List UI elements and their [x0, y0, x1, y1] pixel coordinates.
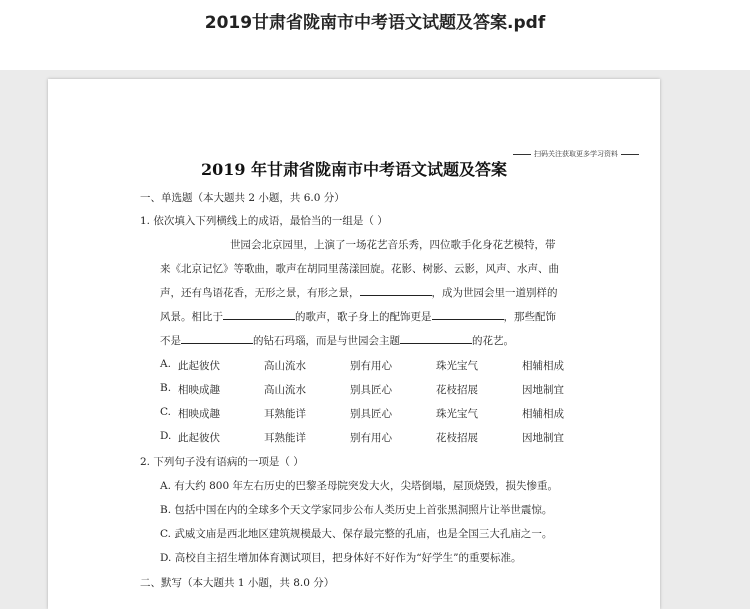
option-item: 因地制宜	[522, 384, 564, 396]
option-letter: B.	[160, 382, 172, 394]
option-letter: A.	[160, 358, 171, 370]
option-item: 相映成趣	[178, 384, 220, 396]
option-item: 此起彼伏	[178, 432, 220, 444]
file-title: 2019甘肃省陇南市中考语文试题及答案.pdf	[204, 13, 546, 33]
option-item: 因地制宜	[522, 432, 564, 444]
question-1-passage-line-5	[160, 333, 514, 348]
question-2-option-c: C. 武威文庙是西北地区建筑规模最大、保存最完整的孔庙，也是全国三大孔庙之一。	[160, 528, 553, 540]
option-item: 别具匠心	[350, 384, 392, 396]
option-item: 珠光宝气	[436, 408, 478, 420]
question-2-option-d: D. 高校自主招生增加体育测试项目，把身体好不好作为“好学生”的重要标准。	[160, 552, 522, 564]
banner-rule-right	[621, 154, 639, 155]
passage-text: ，那些配饰	[503, 311, 556, 323]
banner-rule-left	[513, 154, 531, 155]
banner-text: 扫码关注获取更多学习资料	[534, 150, 618, 158]
blank-4	[181, 333, 253, 344]
option-item: 别有用心	[350, 360, 392, 372]
option-item: 花枝招展	[436, 432, 478, 444]
blank-2	[223, 309, 295, 320]
blank-1	[360, 285, 432, 296]
option-letter: C.	[160, 406, 171, 418]
passage-text: 的歌声，歌子身上的配饰更是	[295, 311, 432, 323]
pdf-page	[48, 79, 660, 609]
question-1-passage-line-1: 世园会北京园里，上演了一场花艺音乐秀，四位歌手化身花艺模特，带	[230, 239, 556, 251]
question-2-stem: 2. 下列句子没有语病的一项是（ ）	[140, 456, 304, 468]
option-item: 珠光宝气	[436, 360, 478, 372]
option-item: 此起彼伏	[178, 360, 220, 372]
blank-3	[432, 309, 504, 320]
option-item: 相映成趣	[178, 408, 220, 420]
option-item: 别具匠心	[350, 408, 392, 420]
question-1-passage-line-4	[160, 309, 556, 324]
passage-text: 不是	[160, 335, 181, 347]
blank-5	[400, 333, 472, 344]
option-item: 别有用心	[350, 432, 392, 444]
option-item: 相辅相成	[522, 408, 564, 420]
option-item: 耳熟能详	[264, 408, 306, 420]
passage-text: 的花艺。	[472, 335, 514, 347]
option-letter: D.	[160, 430, 172, 442]
section-1-heading: 一、单选题（本大题共 2 小题，共 6.0 分）	[140, 192, 345, 204]
section-2-heading: 二、默写（本大题共 1 小题，共 8.0 分）	[140, 577, 335, 589]
option-item: 耳熟能详	[264, 432, 306, 444]
question-2-option-b: B. 包括中国在内的全球多个天文学家同步公布人类历史上首张黑洞照片让举世震惊。	[160, 504, 553, 516]
passage-text: 风景。相比于	[160, 311, 223, 323]
viewer-top-bar	[0, 0, 750, 70]
option-item: 花枝招展	[436, 384, 478, 396]
passage-text: 声，还有鸟语花香，无形之景，有形之景，	[160, 287, 360, 299]
passage-text: 的钻石玛瑙，而是与世园会主题	[253, 335, 400, 347]
question-2-option-a: A. 有大约 800 年左右历史的巴黎圣母院突发大火，尖塔倒塌，屋顶烧毁，损失惨重。	[160, 480, 558, 492]
option-item: 高山流水	[264, 360, 306, 372]
option-item: 高山流水	[264, 384, 306, 396]
question-1-passage-line-3	[160, 285, 558, 300]
option-item: 相辅相成	[522, 360, 564, 372]
document-title: 2019 年甘肃省陇南市中考语文试题及答案	[200, 160, 508, 179]
question-1-stem: 1. 依次填入下列横线上的成语，最恰当的一组是（ ）	[140, 215, 388, 227]
passage-text: ，成为世园会里一道别样的	[431, 287, 558, 299]
question-1-passage-line-2: 来《北京记忆》等歌曲，歌声在胡同里荡漾回旋。花影、树影、云影，风声、水声、曲	[160, 263, 559, 275]
